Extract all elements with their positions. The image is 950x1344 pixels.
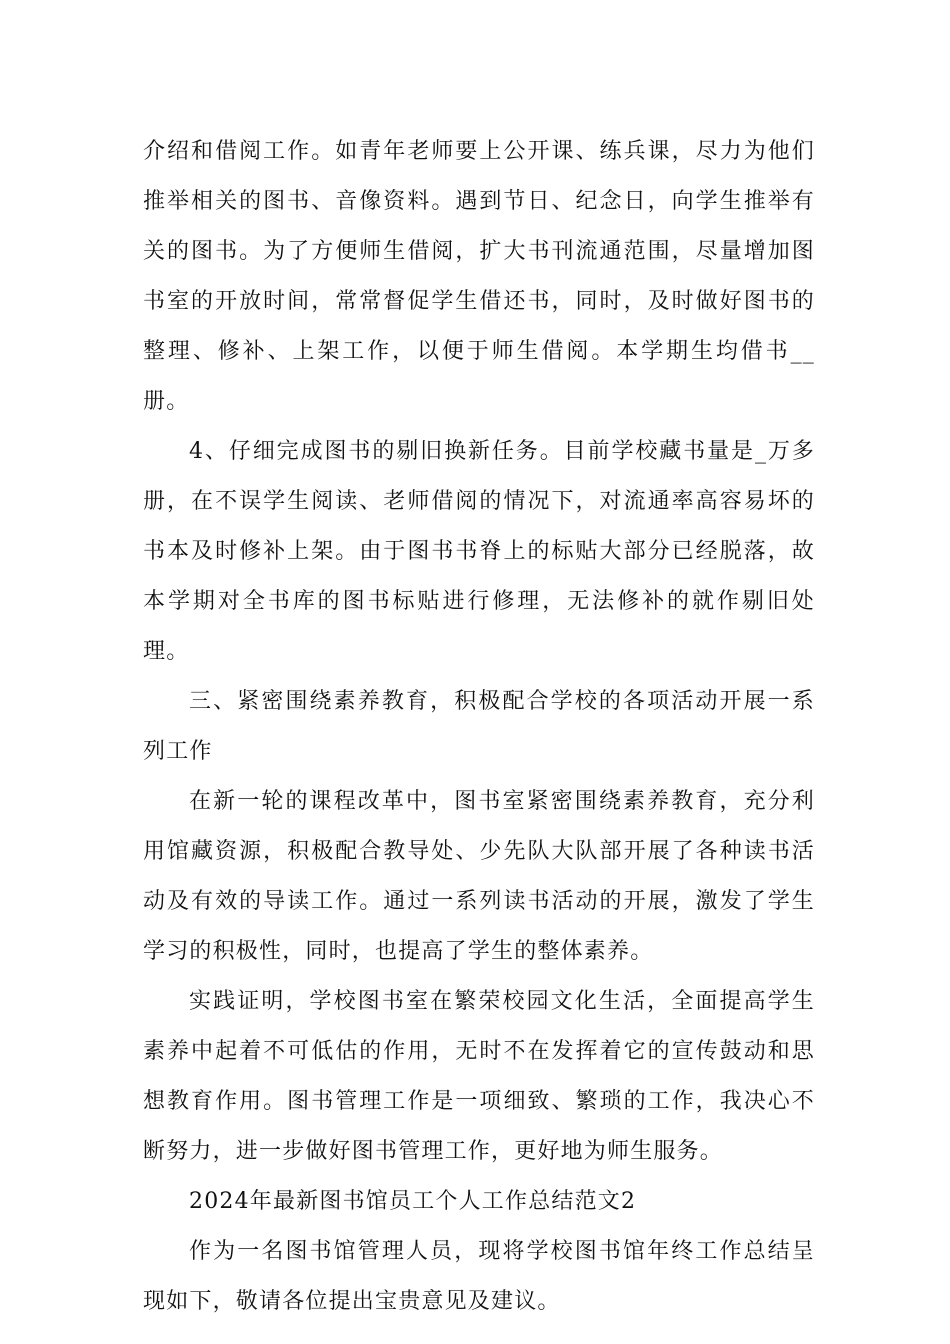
paragraph-curriculum-reform: 在新一轮的课程改革中，图书室紧密围绕素养教育，充分利用馆藏资源，积极配合教导处、少先队大队部开展了各种读书活动及有效的导读工作。通过一系列读书活动的开展，激发了学生学习的积极性，同时，也提高了学生的整体素养。: [143, 789, 815, 964]
sample-title-2: 2024年最新图书馆员工个人工作总结范文2: [189, 1189, 637, 1214]
document-body: [143, 127, 815, 1327]
section-heading-quality-education: 三、紧密围绕素养教育，积极配合学校的各项活动开展一系列工作: [143, 689, 815, 764]
paragraph-continued-borrowing: 介绍和借阅工作。如青年老师要上公开课、练兵课，尽力为他们推举相关的图书、音像资料。遇到节日、纪念日，向学生推举有关的图书。为了方便师生借阅，扩大书刊流通范围，尽量增加图书室的开放时间，常常督促学生借还书，同时，及时做好图书的整理、修补、上架工作，以便于师生借阅。本学期生均借书__册。: [143, 139, 815, 414]
paragraph-conclusion: 实践证明，学校图书室在繁荣校园文化生活，全面提高学生素养中起着不可低估的作用，无时不在发挥着它的宣传鼓动和思想教育作用。图书管理工作是一项细致、繁琐的工作，我决心不断努力，进一步做好图书管理工作，更好地为师生服务。: [143, 989, 815, 1164]
paragraph-intro-sample-2: 作为一名图书馆管理人员，现将学校图书馆年终工作总结呈现如下，敬请各位提出宝贵意见及建议。: [143, 1239, 815, 1314]
paragraph-weeding-books: 4、仔细完成图书的剔旧换新任务。目前学校藏书量是_万多册，在不误学生阅读、老师借阅的情况下，对流通率高容易坏的书本及时修补上架。由于图书书脊上的标贴大部分已经脱落，故本学期对全书库的图书标贴进行修理，无法修补的就作剔旧处理。: [143, 439, 815, 664]
